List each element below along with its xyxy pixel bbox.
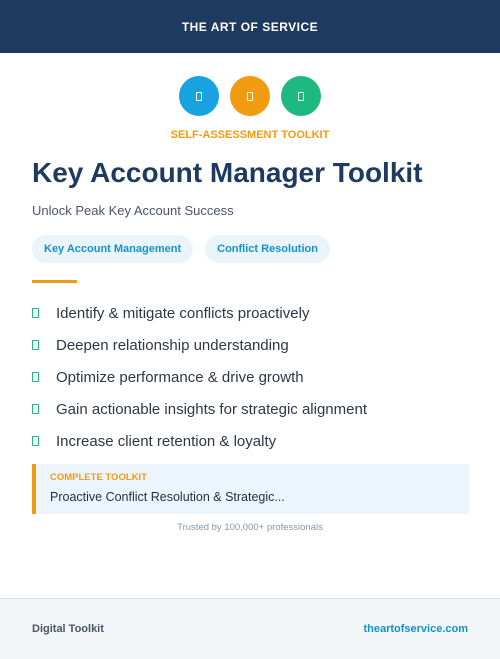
check-icon: [32, 404, 39, 414]
benefit-item: [32, 361, 472, 393]
website-link[interactable]: theartofservice.com: [363, 623, 468, 635]
document-icon-blue: [179, 76, 219, 116]
page-subtitle: Unlock Peak Key Account Success: [32, 203, 234, 218]
check-icon: [32, 340, 39, 350]
document-icon: [298, 92, 304, 101]
trust-note: Trusted by 100,000+ professionals: [177, 522, 323, 533]
check-icon: [32, 372, 39, 382]
benefit-item: [32, 425, 472, 457]
benefit-item: [32, 329, 472, 361]
callout-text: Proactive Conflict Resolution & Strategic...: [50, 490, 285, 504]
top-banner: [0, 0, 500, 53]
footer-label: Digital Toolkit: [32, 623, 104, 635]
page-title: Key Account Manager Toolkit: [32, 157, 423, 188]
tag-list: [32, 235, 330, 263]
tag-conflict-resolution[interactable]: Conflict Resolution: [205, 235, 330, 263]
document-icon-orange: [230, 76, 270, 116]
benefit-item: [32, 297, 472, 329]
benefit-text: Gain actionable insights for strategic alignment: [56, 400, 368, 418]
eyebrow-label: SELF-ASSESSMENT TOOLKIT: [170, 129, 330, 141]
document-icon: [196, 92, 202, 101]
benefit-list: [32, 297, 472, 457]
benefit-text: Optimize performance & drive growth: [56, 368, 304, 386]
benefit-text: Deepen relationship understanding: [56, 336, 289, 354]
brand-name: THE ART OF SERVICE: [181, 19, 319, 34]
toolkit-callout[interactable]: [32, 464, 469, 514]
benefit-text: Identify & mitigate conflicts proactively: [56, 304, 310, 322]
check-icon: [32, 308, 39, 318]
icon-row: [0, 76, 500, 116]
tag-key-account-management[interactable]: Key Account Management: [32, 235, 193, 263]
footer: [0, 598, 500, 659]
check-icon: [32, 436, 39, 446]
benefit-item: [32, 393, 472, 425]
document-icon-green: [281, 76, 321, 116]
document-icon: [247, 92, 253, 101]
benefit-text: Increase client retention & loyalty: [56, 432, 277, 450]
accent-divider: [32, 280, 77, 283]
callout-label: COMPLETE TOOLKIT: [50, 472, 147, 483]
